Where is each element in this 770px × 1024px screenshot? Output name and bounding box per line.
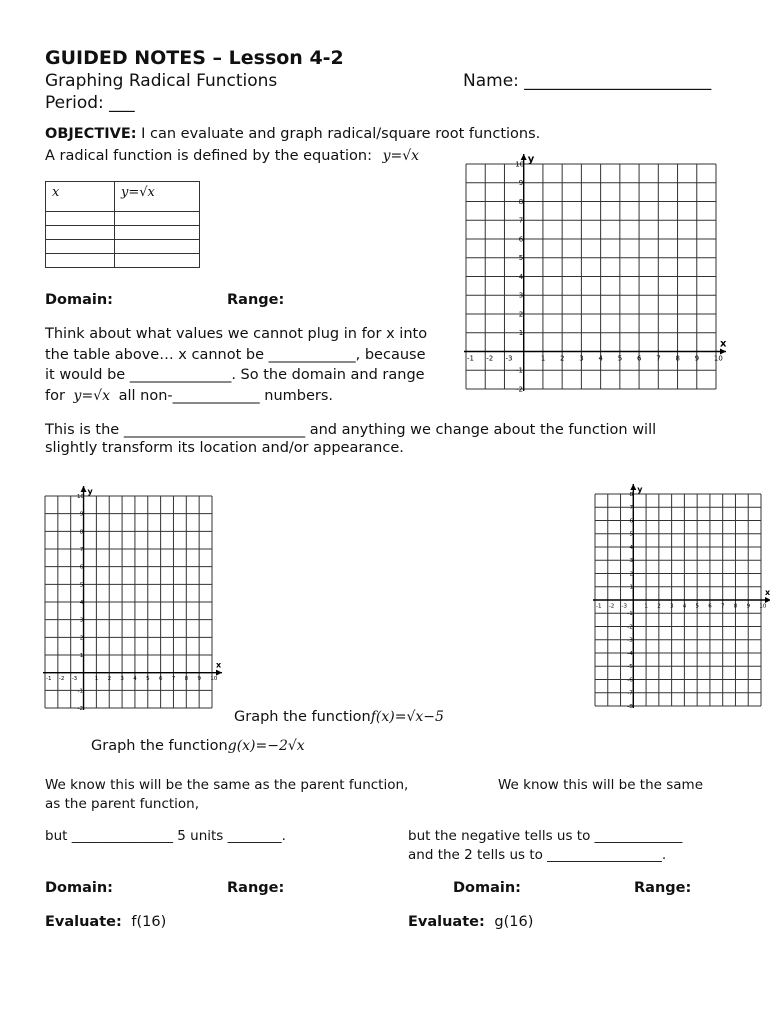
f-evaluate-label: Evaluate: [45,914,122,930]
think-line-4-equation: y=√x [73,388,111,404]
x-tick-label: -1 [467,354,474,363]
period-field[interactable]: Period: ___ [45,93,135,113]
y-tick-label: -7 [627,690,633,697]
f-evaluate-expression: f(16) [131,914,167,930]
x-axis-label: x [720,338,727,350]
x-tick-label: 6 [158,676,163,683]
x-tick-label: 10 [210,676,218,683]
x-tick-label: 4 [133,676,137,683]
coordinate-grid-parent[interactable] [462,146,727,396]
x-tick-label: 7 [721,603,725,610]
x-tick-label: -2 [486,354,494,363]
x-tick-label: 2 [560,354,565,363]
notes-g-line-2: but the negative tells us to _____________ [408,828,683,844]
table-row [46,254,200,268]
think-line-4-pre: for [45,388,65,404]
graph-g-text: Graph the function [91,738,228,754]
x-axis-label: x [765,588,770,597]
graph-f-text: Graph the function [234,709,371,725]
objective-label: OBJECTIVE: [45,126,137,142]
x-axis-arrow-icon [765,597,770,603]
x-tick-label: 6 [636,354,642,363]
y-tick-label: 10 [76,493,84,500]
table-row [46,240,200,254]
x-tick-label: 8 [184,676,189,683]
y-tick-label: 1 [79,652,84,659]
y-axis-arrow-icon [81,486,87,492]
y-tick-label: -2 [627,624,633,631]
y-axis-label: y [527,154,535,165]
x-axis-arrow-icon [216,670,222,676]
table-cell[interactable] [46,240,115,254]
objective [45,126,540,142]
x-tick-label: 3 [579,354,584,363]
y-tick-label: -1 [77,688,83,695]
y-axis-label: y [637,485,643,494]
table-cell[interactable] [46,254,115,268]
g-evaluate-label: Evaluate: [408,914,485,930]
y-axis-arrow-icon [630,484,636,490]
x-tick-label: 2 [657,603,661,610]
y-tick-label: 1 [629,584,633,591]
f-evaluate [45,914,166,930]
objective-text: I can evaluate and graph radical/square root functions. [141,126,541,142]
graph-f-label [234,709,444,725]
parent-line-2: slightly transform its location and/or appearance. [45,440,404,456]
g-range-label: Range: [634,880,692,896]
f-domain-label: Domain: [45,880,113,896]
y-tick-label: 7 [518,216,524,225]
x-tick-label: 6 [708,603,712,610]
coordinate-grid-g[interactable] [592,485,770,710]
x-tick-label: 5 [695,603,700,610]
notes-g-line-3: and the 2 tells us to _________________. [408,847,667,863]
table-header-y: y=√x [115,182,200,212]
x-tick-label: 10 [713,354,723,363]
x-tick-label: 2 [107,676,112,683]
y-tick-label: -6 [627,677,633,684]
y-tick-label: 10 [515,160,525,169]
y-tick-label: -4 [627,650,633,657]
g-evaluate-expression: g(16) [494,914,534,930]
y-tick-label: 6 [629,518,633,525]
x-tick-label: 9 [197,676,202,683]
range-label: Range: [227,292,285,308]
think-line-1: Think about what values we cannot plug in for x into [45,326,428,342]
y-tick-label: -5 [627,664,633,671]
x-tick-label: -1 [596,603,602,610]
x-tick-label: 8 [733,603,738,610]
coordinate-grid-f[interactable] [42,484,222,712]
parent-line-1: This is the _________________________ and anything we change about the function will [45,422,657,438]
x-tick-label: 9 [746,603,751,610]
x-tick-label: 4 [598,354,603,363]
y-tick-label: 5 [518,254,524,263]
table-cell[interactable] [46,212,115,226]
definition-equation: y=√x [382,148,420,164]
x-tick-label: -2 [608,603,615,610]
table-cell[interactable] [115,240,200,254]
table-cell[interactable] [115,226,200,240]
notes-g-line-1b: as the parent function, [45,796,200,812]
x-tick-label: 3 [120,676,124,683]
x-tick-label: -3 [505,354,513,363]
y-tick-label: 9 [79,511,84,518]
graph-g-equation: g(x)=−2√x [227,738,305,754]
notes-g-line-1a: We know this will be the same [498,777,704,793]
x-tick-label: 1 [644,603,648,610]
x-tick-label: 1 [540,354,546,363]
page-subtitle: Graphing Radical Functions [45,71,278,91]
table-header-row [46,182,200,212]
y-tick-label: 1 [518,329,524,338]
y-tick-label: 6 [518,235,524,244]
y-tick-label: 8 [518,197,524,206]
y-tick-label: 3 [629,558,633,565]
table-row [46,226,200,240]
x-tick-label: -2 [58,676,65,683]
think-line-2: the table above… x cannot be ____________, because [45,347,426,363]
y-tick-label: 7 [79,546,84,553]
page-title: GUIDED NOTES – Lesson 4-2 [45,47,344,69]
think-line-3: it would be ______________. So the domain and range [45,367,425,383]
x-tick-label: 7 [171,676,176,683]
y-axis-label: y [87,487,93,496]
x-axis-label: x [216,660,222,670]
y-tick-label: -2 [515,385,523,394]
x-tick-label: 3 [669,603,674,610]
y-tick-label: 4 [629,544,633,551]
definition [45,148,419,164]
y-tick-label: 2 [79,635,84,642]
y-tick-label: 4 [79,599,84,606]
y-axis-arrow-icon [521,154,527,160]
x-tick-label: 9 [694,354,700,363]
graph-f-equation: f(x)=√x−5 [370,709,444,725]
x-tick-label: 5 [617,354,623,363]
notes-f-line-b: but _______________ 5 units ________. [45,828,286,844]
y-tick-label: 3 [518,291,524,300]
y-tick-label: 4 [518,272,524,281]
xy-table [45,181,200,268]
g-domain-label: Domain: [453,880,521,896]
y-tick-label: -2 [77,705,83,712]
domain-label: Domain: [45,292,113,308]
y-tick-label: -3 [627,637,633,644]
g-evaluate [408,914,533,930]
x-tick-label: 10 [759,603,767,610]
y-tick-label: 6 [79,564,84,571]
definition-text: A radical function is defined by the equation: [45,148,372,164]
table-cell[interactable] [115,254,200,268]
x-tick-label: 5 [146,676,150,683]
x-tick-label: 1 [94,676,99,683]
table-header-x: x [46,182,115,212]
y-tick-label: 8 [79,529,84,536]
x-tick-label: 4 [682,603,687,610]
graph-g-label [91,738,305,754]
think-line-4-post: all non-____________ numbers. [118,388,334,404]
table-cell[interactable] [115,212,200,226]
name-field[interactable]: Name: ______________________ [463,71,712,91]
y-tick-label: 5 [629,531,633,538]
table-row [46,212,200,226]
x-tick-label: -1 [46,676,52,683]
x-tick-label: 7 [656,354,661,363]
y-tick-label: 9 [518,179,524,188]
y-tick-label: 5 [79,582,84,589]
x-tick-label: -3 [71,676,78,683]
y-tick-label: 3 [79,617,84,624]
x-tick-label: 8 [675,354,680,363]
y-tick-label: -1 [515,366,523,375]
think-line-4 [45,388,333,404]
y-tick-label: 8 [629,491,633,498]
x-tick-label: -3 [621,603,628,610]
y-tick-label: 2 [629,571,633,578]
y-tick-label: 7 [629,505,633,512]
notes-f-line-1: We know this will be the same as the parent function, [45,777,409,793]
f-range-label: Range: [227,880,285,896]
y-tick-label: 2 [518,310,524,319]
y-tick-label: -8 [627,703,633,710]
table-cell[interactable] [46,226,115,240]
y-tick-label: -1 [627,611,633,618]
